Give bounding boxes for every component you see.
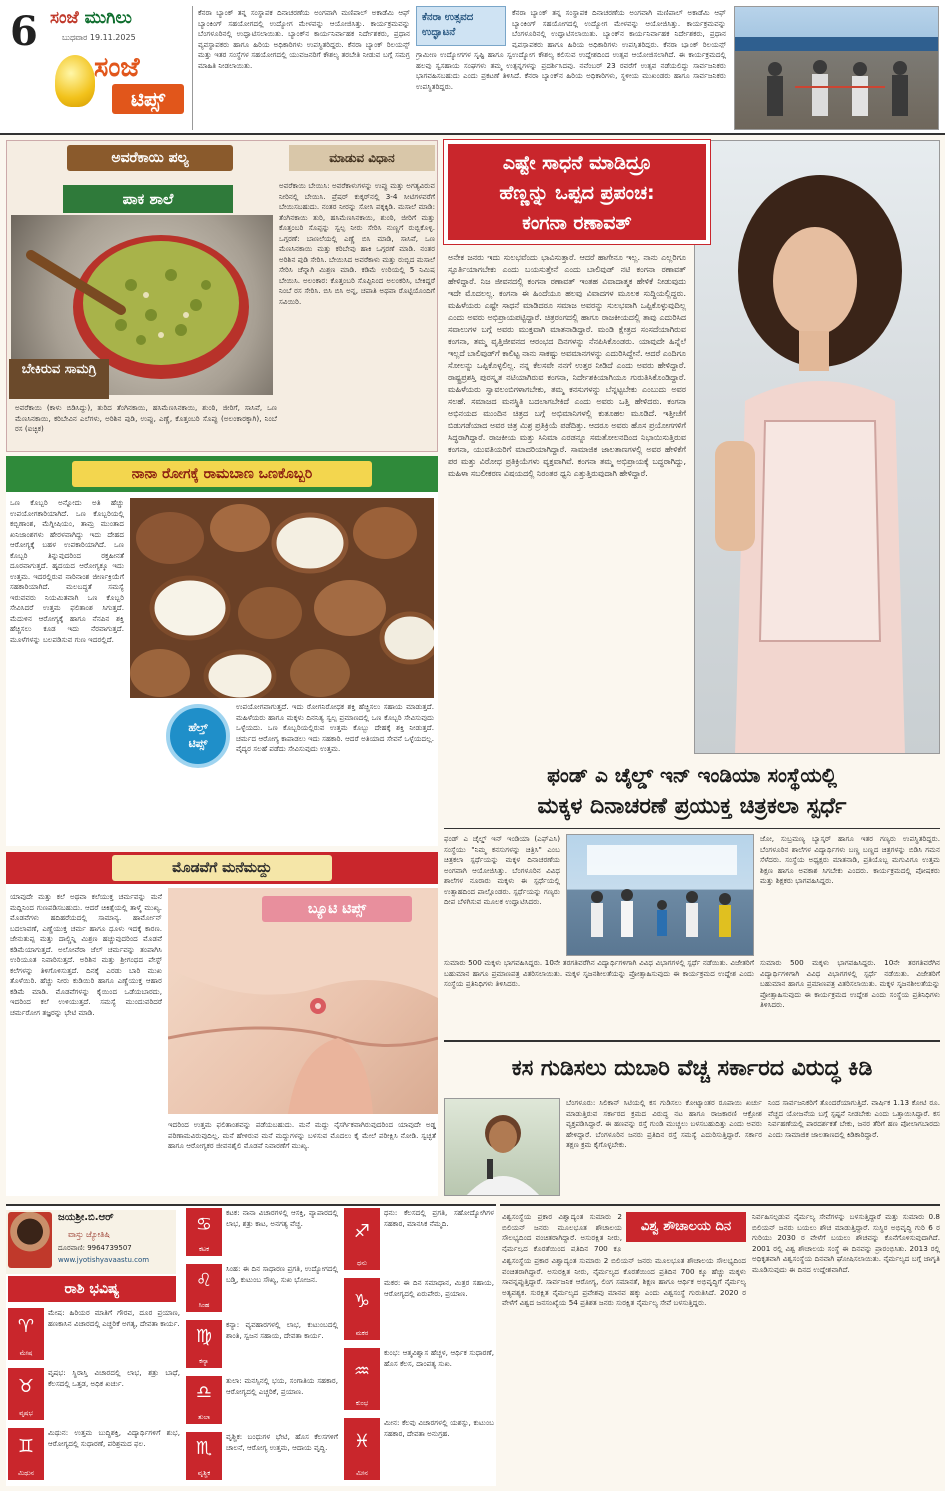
pothole-body-right: ನಿಂದ ಸಾರ್ವಜನಿಕರಿಗೆ ತೊಂದರೆಯಾಗುತ್ತಿದೆ. ವಾರ್ಷಿಕ 1.13 ಕೋಟಿ ರೂ. ವೆಚ್ಚದ ಯೋಜನೆಯ ಬಗ್ಗೆ ಸ್ಪಷ್ಟನೆ ನೀಡಬೇಕು ಎಂದು ಒತ್ತಾಯಿಸಿದ್ದಾರೆ. ಕಸ ನಿರ್ವಹಣೆಯಲ್ಲಿ ಪಾರದರ್ಶಕತೆ ಬೇಕು, ಜನರ ತೆರಿಗೆ ಹಣ ಪೋಲಾಗಬಾರದು ಎಂದು ಸಾಮಾಜಿಕ ಜಾಲತಾಣದಲ್ಲಿ ಕಿಡಿಕಾರಿದ್ದಾರೆ. bbox=[768, 1098, 940, 1139]
zodiac-text: ಕಟಕ: ನಾನಾ ವಿಚಾರಗಳಲ್ಲಿ ಆಸಕ್ತಿ, ವ್ಯಾಪಾರದಲ್ಲಿ ಲಾಭ, ಶತ್ರು ಕಾಟ, ಅನಗತ್ಯ ವೆಚ್ಚ. bbox=[226, 1208, 338, 1228]
astrologer-phone: ದೂರವಾಣಿ: 9964739507 bbox=[58, 1244, 132, 1252]
astrologer-website: www.jyotishyavaastu.com bbox=[58, 1256, 150, 1264]
zodiac-9-icon: ♐ ಧನು bbox=[344, 1208, 380, 1270]
recipe-title: ಅವರೆಕಾಯಿ ಪಲ್ಯ bbox=[67, 145, 233, 171]
method-heading: ಮಾಡುವ ವಿಧಾನ bbox=[289, 145, 435, 171]
zodiac-text: ಮೀನ: ಕೆಲವು ವಿಚಾರಗಳಲ್ಲಿ ಯಶಸ್ಸು, ಕುಟುಂಬ ಸಹಕಾರ, ದೇವತಾ ಅನುಗ್ರಹ. bbox=[384, 1418, 494, 1438]
zodiac-3-icon: ♊ ಮಿಥುನ bbox=[8, 1428, 44, 1480]
zodiac-name: ಕನ್ಯಾ bbox=[199, 1357, 209, 1365]
dateline: ಬುಧವಾರ 19.11.2025 bbox=[62, 33, 136, 42]
ingredients-text: ಅವರೆಕಾಯಿ (ಕಾಳು ಬಿಡಿಸಿದ್ದು), ತುರಿದ ತೆಂಗಿನಕಾಯಿ, ಹಸಿಮೆಣಸಿನಕಾಯಿ, ಶುಂಠಿ, ಜೀರಿಗೆ, ಸಾಸಿವೆ, ಒಣ ಮೆಣಸಿನಕಾಯಿ, ಕರಿಬೇವಿನ ಎಲೆಗಳು, ಅರಿಶಿನ ಪುಡಿ, ಉಪ್ಪು, ಎಣ್ಣೆ, ಕೊತ್ತಂಬರಿ ಸೊಪ್ಪು (ಅಲಂಕಾರಕ್ಕಾಗಿ), ನಿಂಬೆ ರಸ (ಐಚ್ಛಿಕ) bbox=[15, 403, 277, 433]
astrologer-avatar bbox=[8, 1212, 52, 1268]
toilet-day-body-right: ನಿರ್ವಹಿಸಲ್ಪಡುವ ನೈರ್ಮಲ್ಯ ಸೇವೆಗಳನ್ನು ಬಳಸುತ್ತಿದ್ದಾರೆ ಮತ್ತು ಸುಮಾರು 0.8 ಬಿಲಿಯನ್ ಜನರು ಬಯಲು ಶೌಚ ಮಾಡುತ್ತಿದ್ದಾರೆ. ಸುಸ್ಥಿರ ಅಭಿವೃದ್ಧಿ ಗುರಿ 6 ರ ಗುರಿಯು 2030 ರ ವೇಳೆಗೆ ಬಯಲು ಶೌಚವನ್ನು ಕೊನೆಗೊಳಿಸುವುದಾಗಿದೆ. 2001 ರಲ್ಲಿ ವಿಶ್ವ ಶೌಚಾಲಯ ಸಂಸ್ಥೆ ಈ ದಿನವನ್ನು ಪ್ರಾರಂಭಿಸಿತು. 2013 ರಲ್ಲಿ ಅಧಿಕೃತವಾಗಿ ವಿಶ್ವಸಂಸ್ಥೆಯ ದಿನವಾಗಿ ಘೋಷಿಸಲಾಯಿತು. ನೈರ್ಮಲ್ಯದ ಬಗ್ಗೆ ಜಾಗೃತಿ ಮೂಡಿಸುವುದು ಈ ದಿನದ ಉದ್ದೇಶವಾಗಿದೆ. bbox=[752, 1212, 940, 1274]
zodiac-7-icon: ♎ ತುಲಾ bbox=[186, 1376, 222, 1424]
pothole-headline: ಕಸ ಗುಡಿಸಲು ದುಬಾರಿ ವೆಚ್ಚ ಸರ್ಕಾರದ ವಿರುದ್ಧ ಕಿಡಿ bbox=[511, 1056, 873, 1081]
toilet-day-intro: ವಿಶ್ವಸಂಸ್ಥೆಯ ಪ್ರಕಾರ ವಿಶ್ವಾದ್ಯಂತ ಸುಮಾರು 2 ಬಿಲಿಯನ್ ಜನರು ಮೂಲಭೂತ ಶೌಚಾಲಯ ಸೌಲಭ್ಯದಿಂದ ವಂಚಿತರಾಗಿದ್ದಾರೆ. ಅಸುರಕ್ಷಿತ ನೀರು, ನೈರ್ಮಲ್ಯದ ಕೊರತೆಯಿಂದ ಪ್ರತಿದಿನ 700 ಕ್ಕೂ bbox=[502, 1212, 622, 1252]
zodiac-name: ಕಟಕ bbox=[198, 1245, 210, 1253]
zodiac-entry bbox=[6, 1426, 182, 1484]
kangana-portrait-icon bbox=[695, 141, 940, 754]
zodiac-8-icon: ♏ ವೃಶ್ಚಿಕ bbox=[186, 1432, 222, 1480]
astrologer-title: ವಾಸ್ತು ಜ್ಯೋತಿಷಿ bbox=[68, 1230, 110, 1239]
zodiac-text: ವೃಶ್ಚಿಕ: ಬಂಧುಗಳ ಭೇಟಿ, ಹೊಸ ಕೆಲಸಗಳಿಗೆ ಚಾಲನೆ, ಆರೋಗ್ಯ ಉತ್ತಮ, ಆದಾಯ ವೃದ್ಧಿ. bbox=[226, 1432, 338, 1452]
canara-heading-box bbox=[416, 6, 506, 46]
zodiac-text: ಧನು: ಕೆಲಸದಲ್ಲಿ ಪ್ರಗತಿ, ಸಹೋದ್ಯೋಗಿಗಳ ಸಹಕಾರ, ಮಾನಸಿಕ ನೆಮ್ಮದಿ. bbox=[384, 1208, 494, 1228]
horoscope-section bbox=[6, 1204, 496, 1486]
divider bbox=[444, 1040, 940, 1042]
coconut-body-left: ಒಣ ಕೊಬ್ಬರಿ ಅನ್ನೋದು ಅತಿ ಹೆಚ್ಚು ಉಪಯೋಗಕಾರಿಯಾಗಿದೆ. ಒಣ ಕೊಬ್ಬರಿಯಲ್ಲಿ ಕಬ್ಬಿಣಾಂಶ, ಮೆಗ್ನೀಷಿಯಂ, ತಾಮ್ರ ಮುಂತಾದ ಖನಿಜಾಂಶಗಳು ಹೇರಳವಾಗಿದ್ದು ಇದು ದೇಹದ ಆರೋಗ್ಯಕ್ಕೆ ಬಹಳ ಉಪಕಾರಿಯಾಗಿದೆ. ಒಣ ಕೊಬ್ಬರಿ ತಿನ್ನುವುದರಿಂದ ರಕ್ತಹೀನತೆ ದೂರವಾಗುತ್ತದೆ. ಹೃದಯದ ಆರೋಗ್ಯಕ್ಕೂ ಇದು ಉತ್ತಮ. ಇದರಲ್ಲಿರುವ ನಾರಿನಾಂಶ ಜೀರ್ಣಕ್ರಿಯೆಗೆ ಸಹಕಾರಿಯಾಗಿದೆ. ಮಲಬದ್ಧತೆ ಸಮಸ್ಯೆ ಇರುವವರು ನಿಯಮಿತವಾಗಿ ಒಣ ಕೊಬ್ಬರಿ ಸೇವಿಸಿದರೆ ಉತ್ತಮ ಫಲಿತಾಂಶ ಸಿಗುತ್ತದೆ. ಮೆದುಳಿನ ಆರೋಗ್ಯಕ್ಕೆ ಹಾಗೂ ನೆನಪಿನ ಶಕ್ತಿ ಹೆಚ್ಚಿಸಲು ಕೂಡ ಇದು ನೆರವಾಗುತ್ತದೆ. ಮೂಳೆಗಳನ್ನು ಬಲಪಡಿಸುವ ಗುಣ ಇದರಲ್ಲಿದೆ. bbox=[10, 498, 124, 644]
tips-logo-line2: ಟಿಪ್ಸ್ bbox=[112, 84, 184, 114]
zodiac-1-icon: ♈ ಮೇಷ bbox=[8, 1308, 44, 1360]
zodiac-10-icon: ♑ ಮಕರ bbox=[344, 1278, 380, 1340]
child-fund-headline-line1: ಫಂಡ್ ಎ ಚೈಲ್ಡ್ ಇನ್ ಇಂಡಿಯಾ ಸಂಸ್ಥೆಯಲ್ಲಿ bbox=[547, 763, 837, 787]
child-fund-headline-line2: ಮಕ್ಕಳ ದಿನಾಚರಣೆ ಪ್ರಯುಕ್ತ ಚಿತ್ರಕಲಾ ಸ್ಪರ್ಧೆ bbox=[537, 794, 847, 819]
zodiac-name: ವೃಶ್ಚಿಕ bbox=[197, 1469, 211, 1477]
method-text: ಅವರೆಕಾಯಿ ಬೇಯಿಸಿ: ಅವರೆಕಾಳುಗಳನ್ನು ಉಪ್ಪು ಮತ್ತು ಅಗತ್ಯವಿರುವ ನೀರಿನಲ್ಲಿ ಬೇಯಿಸಿ. ಪ್ರೆಷರ್ ಕುಕ್ಕರ್‌ನಲ್ಲಿ 3-4 ಸೀಟಿಗಳವರೆಗೆ ಬೇಯಿಸಬಹುದು. ನಂತರ ನೀರನ್ನು ಸೋಸಿ ಪಕ್ಕಕ್ಕಿಡಿ. ಮಸಾಲೆ ಮಾಡಿ: ತೆಂಗಿನಕಾಯಿ ತುರಿ, ಹಸಿಮೆಣಸಿನಕಾಯಿ, ಶುಂಠಿ, ಜೀರಿಗೆ ಮತ್ತು ಕೊತ್ತಂಬರಿ ಸೊಪ್ಪನ್ನು ಸ್ವಲ್ಪ ನೀರು ಸೇರಿಸಿ ನುಣ್ಣಗೆ ರುಬ್ಬಿಕೊಳ್ಳಿ. ಒಗ್ಗರಣೆ: ಬಾಣಲೆಯಲ್ಲಿ ಎಣ್ಣೆ ಬಿಸಿ ಮಾಡಿ, ಸಾಸಿವೆ, ಒಣ ಮೆಣಸಿನಕಾಯಿ ಮತ್ತು ಕರಿಬೇವು ಹಾಕಿ ಒಗ್ಗರಣೆ ಮಾಡಿ. ನಂತರ ಅರಿಶಿನ ಪುಡಿ ಸೇರಿಸಿ. ಬೇಯಿಸಿದ ಅವರೆಕಾಳು ಮತ್ತು ರುಬ್ಬಿದ ಮಸಾಲೆ ಸೇರಿಸಿ ಚೆನ್ನಾಗಿ ಮಿಶ್ರಣ ಮಾಡಿ. ಕಡಿಮೆ ಉರಿಯಲ್ಲಿ 5 ನಿಮಿಷ ಬೇಯಿಸಿ. ಅಲಂಕಾರ: ಕೊತ್ತಂಬರಿ ಸೊಪ್ಪಿನಿಂದ ಅಲಂಕರಿಸಿ, ಬೇಕಿದ್ದರೆ ನಿಂಬೆ ರಸ ಸೇರಿಸಿ. ಬಿಸಿ ಬಿಸಿ ಅನ್ನ, ಚಪಾತಿ ಅಥವಾ ರೊಟ್ಟಿಯೊಂದಿಗೆ ಸವಿಯಿರಿ. bbox=[279, 181, 435, 306]
astrologer-card bbox=[6, 1210, 176, 1274]
coconut-body-right: ಉಪಯೋಗವಾಗುತ್ತದೆ. ಇದು ರೋಗನಿರೋಧಕ ಶಕ್ತಿ ಹೆಚ್ಚಿಸಲು ಸಹಾಯ ಮಾಡುತ್ತದೆ. ಮಹಿಳೆಯರು ಹಾಗೂ ಮಕ್ಕಳು ದಿನನಿತ್ಯ ಸ್ವಲ್ಪ ಪ್ರಮಾಣದಲ್ಲಿ ಒಣ ಕೊಬ್ಬರಿ ಸೇವಿಸುವುದು ಒಳ್ಳೆಯದು. ಒಣ ಕೊಬ್ಬರಿಯಲ್ಲಿರುವ ಉತ್ತಮ ಕೊಬ್ಬು ದೇಹಕ್ಕೆ ಶಕ್ತಿ ನೀಡುತ್ತದೆ. ಚರ್ಮದ ಆರೋಗ್ಯ ಕಾಪಾಡಲು ಇದು ಸಹಕಾರಿ. ಆದರೆ ಅತಿಯಾದ ಸೇವನೆ ಒಳ್ಳೆಯದಲ್ಲ. ವೈದ್ಯರ ಸಲಹೆ ಪಡೆದು ಸೇವಿಸುವುದು ಉತ್ತಮ. bbox=[236, 702, 434, 753]
kangana-photo bbox=[694, 140, 940, 754]
kangana-headline-line3: ಕಂಗನಾ ರಣಾವತ್ bbox=[522, 212, 632, 234]
page-number: 6 bbox=[10, 8, 38, 55]
zodiac-text: ಕನ್ಯಾ: ವ್ಯವಹಾರಗಳಲ್ಲಿ ಲಾಭ, ಕುಟುಂಬದಲ್ಲಿ ಶಾಂತಿ, ಸ್ವಜನ ಸಹಾಯ, ದೇವತಾ ಕಾರ್ಯ. bbox=[226, 1320, 338, 1340]
zodiac-entry bbox=[184, 1374, 340, 1428]
masthead bbox=[0, 0, 945, 135]
health-badge-line2: ಟಿಪ್ಸ್ bbox=[188, 737, 208, 750]
beauty-tips-label: ಬ್ಯೂಟಿ ಟಿಪ್ಸ್ bbox=[262, 896, 412, 922]
health-badge-line1: ಹೆಲ್ತ್ bbox=[188, 721, 208, 734]
zodiac-text: ಕುಂಭ: ಆತ್ಮವಿಶ್ವಾಸ ಹೆಚ್ಚಳ, ಆರ್ಥಿಕ ಸುಧಾರಣೆ, ಹೊಸ ಕೆಲಸ, ದಾಂಪತ್ಯ ಸುಖ. bbox=[384, 1348, 494, 1368]
pimple-header-bar bbox=[6, 852, 438, 884]
pothole-section bbox=[444, 1040, 940, 1200]
kangana-headline-line2: ಹೆಣ್ಣನ್ನು ಒಪ್ಪದ ಪ್ರಪಂಚ: bbox=[499, 182, 655, 204]
brand-name bbox=[50, 8, 132, 28]
kangana-headline-line1: ಎಷ್ಟೇ ಸಾಧನೆ ಮಾಡಿದ್ರೂ bbox=[502, 152, 652, 174]
zodiac-name: ವೃಷಭ bbox=[19, 1409, 33, 1417]
child-fund-section bbox=[444, 760, 940, 1032]
tips-logo-line1: ಸಂಜೆ bbox=[94, 52, 140, 83]
health-tips-badge bbox=[166, 704, 230, 768]
canara-event-photo bbox=[734, 6, 939, 130]
lightbulb-icon bbox=[55, 55, 95, 107]
zodiac-entry bbox=[6, 1306, 182, 1364]
kangana-headline-box bbox=[444, 140, 710, 244]
zodiac-entry bbox=[342, 1276, 496, 1344]
zodiac-text: ಸಿಂಹ: ಈ ದಿನ ಸಾಧಾರಣ ಪ್ರಗತಿ, ಉದ್ಯೋಗದಲ್ಲಿ ಬಡ್ತಿ, ಕುಟುಂಬ ಸೌಖ್ಯ, ಸುಖ ಭೋಜನ. bbox=[226, 1264, 338, 1284]
zodiac-name: ಮೀನ bbox=[356, 1469, 368, 1477]
toilet-day-section bbox=[500, 1204, 940, 1486]
zodiac-name: ಸಿಂಹ bbox=[198, 1301, 210, 1309]
pimple-section bbox=[6, 852, 438, 1196]
zodiac-name: ಮಕರ bbox=[355, 1329, 369, 1337]
divider bbox=[444, 828, 940, 829]
coconut-photo bbox=[130, 498, 434, 698]
pimple-body-left: ಯಾವುದೇ ಮತ್ತು ಕಲೆ ಅಥವಾ ಕಲೆಯುಕ್ತ ಚರ್ಮವನ್ನು ಮನೆ ಮದ್ದಿನಿಂದ ಗುಣಪಡಿಸಬಹುದು. ಆದರೆ ಚಿಕಿತ್ಸೆಯಲ್ಲಿ ತಾಳ್ಮೆ ಮುಖ್ಯ. ಮೊಡವೆಗಳು ಹದಿಹರೆಯದಲ್ಲಿ ಸಾಮಾನ್ಯ. ಹಾರ್ಮೋನ್ ಬದಲಾವಣೆ, ಎಣ್ಣೆಯುಕ್ತ ಚರ್ಮ ಹಾಗೂ ಧೂಳು ಇದಕ್ಕೆ ಕಾರಣ. ಜೇನುತುಪ್ಪ ಮತ್ತು ದಾಲ್ಚಿನ್ನಿ ಮಿಶ್ರಣ ಹಚ್ಚುವುದರಿಂದ ಮೊಡವೆ ಕಡಿಮೆಯಾಗುತ್ತದೆ. ಅಲೋವೆರಾ ಜೆಲ್ ಚರ್ಮವನ್ನು ತಂಪಾಗಿಸಿ ಉರಿಯೂತ ನಿವಾರಿಸುತ್ತದೆ. ಅರಿಶಿನ ಮತ್ತು ಶ್ರೀಗಂಧದ ಪೇಸ್ಟ್ ಕಲೆಗಳನ್ನು ತಿಳಿಗೊಳಿಸುತ್ತದೆ. ದಿನಕ್ಕೆ ಎರಡು ಬಾರಿ ಮುಖ ತೊಳೆಯಿರಿ. ಹೆಚ್ಚು ನೀರು ಕುಡಿಯಿರಿ ಹಾಗೂ ಎಣ್ಣೆಯುಕ್ತ ಆಹಾರ ಕಡಿಮೆ ಮಾಡಿ. ಮೊಡವೆಗಳನ್ನು ಕೈಯಿಂದ ಒಡೆಯಬಾರದು, ಇದರಿಂದ ಕಲೆ ಉಳಿಯುತ್ತದೆ. ಸಮಸ್ಯೆ ಮುಂದುವರಿದರೆ ಚರ್ಮರೋಗ ತಜ್ಞರನ್ನು ಭೇಟಿ ಮಾಡಿ. bbox=[10, 892, 162, 1017]
child-fund-body-mid: ಸುಮಾರು 500 ಮಕ್ಕಳು ಭಾಗವಹಿಸಿದ್ದರು. 10ನೇ ತರಗತಿವರೆಗಿನ ವಿದ್ಯಾರ್ಥಿಗಳಿಗಾಗಿ ವಿವಿಧ ವಿಭಾಗಗಳಲ್ಲಿ ಸ್ಪರ್ಧೆ ನಡೆಯಿತು. ವಿಜೇತರಿಗೆ ಬಹುಮಾನ ಹಾಗೂ ಪ್ರಮಾಣಪತ್ರ ವಿತರಿಸಲಾಯಿತು. ಮಕ್ಕಳ ಸೃಜನಶೀಲತೆಯನ್ನು ಪ್ರೋತ್ಸಾಹಿಸುವುದು ಈ ಕಾರ್ಯಕ್ರಮದ ಉದ್ದೇಶ ಎಂದು ಸಂಸ್ಥೆಯ ಪ್ರತಿನಿಧಿಗಳು ತಿಳಿಸಿದರು. bbox=[444, 958, 754, 988]
zodiac-name: ಧನು bbox=[357, 1259, 367, 1267]
zodiac-column-1 bbox=[6, 1306, 182, 1486]
zodiac-text: ಮಿಥುನ: ಉತ್ತಮ ಬುದ್ಧಿಶಕ್ತಿ, ವಿದ್ಯಾರ್ಥಿಗಳಿಗೆ ಶುಭ, ಆರೋಗ್ಯದಲ್ಲಿ ಸುಧಾರಣೆ, ಪರಿಶ್ರಮದ ಫಲ. bbox=[48, 1428, 180, 1448]
zodiac-entry bbox=[184, 1206, 340, 1260]
zodiac-text: ವೃಷಭ: ಸ್ಥಿರಾಸ್ತಿ ವಿಚಾರದಲ್ಲಿ ಲಾಭ, ಶತ್ರು ಬಾಧೆ, ಕೆಲಸದಲ್ಲಿ ಒತ್ತಡ, ಅಧಿಕ ಖರ್ಚು. bbox=[48, 1368, 180, 1388]
coconut-pieces-icon bbox=[130, 498, 434, 698]
zodiac-entry bbox=[184, 1318, 340, 1372]
kangana-body: ಅನೇಕ ಜನರು ಇದು ಸುಲಭವೆಂದು ಭಾವಿಸುತ್ತಾರೆ. ಆದರೆ ಹಾಗೇನೂ ಇಲ್ಲ. ನಾನು ಎಲ್ಲರಿಗೂ ಸ್ಫೂರ್ತಿಯಾಗಬೇಕು ಎಂದು ಬಯಸುತ್ತೇನೆ ಎಂದು ಬಾಲಿವುಡ್ ನಟಿ ಕಂಗನಾ ರಣಾವತ್ ಹೇಳಿದ್ದಾರೆ. ನಿಜ ಜೀವನದಲ್ಲಿ ಕಂಗನಾ ರಣಾವತ್ ಇಂತಹ ವಿವಾದಾತ್ಮಕ ಹೇಳಿಕೆ ನೀಡುವುದು ಇದೇ ಮೊದಲಲ್ಲ. ಕಂಗನಾ ಈ ಹಿಂದೆಯೂ ಹಲವು ವಿವಾದಗಳ ಮೂಲಕ ಸುದ್ದಿಯಲ್ಲಿದ್ದರು. ಮಹಿಳೆಯರು ಎಷ್ಟೇ ಸಾಧನೆ ಮಾಡಿದರೂ ಸಮಾಜ ಅವರನ್ನು ಸುಲಭವಾಗಿ ಒಪ್ಪಿಕೊಳ್ಳುವುದಿಲ್ಲ ಎಂದು ಅವರು ಅಭಿಪ್ರಾಯಪಟ್ಟಿದ್ದಾರೆ. ಚಿತ್ರರಂಗದಲ್ಲಿ ಹಾಗೂ ರಾಜಕೀಯದಲ್ಲಿ ತಾವು ಎದುರಿಸಿದ ಸವಾಲುಗಳ ಬಗ್ಗೆ ಅವರು ಮುಕ್ತವಾಗಿ ಮಾತನಾಡಿದ್ದಾರೆ. ಮಂಡಿ ಕ್ಷೇತ್ರದ ಸಂಸದೆಯಾಗಿರುವ ಕಂಗನಾ, ತಮ್ಮ ವೃತ್ತಿಜೀವನದ ಆರಂಭದ ದಿನಗಳನ್ನು ನೆನಪಿಸಿಕೊಂಡರು. ಯಾವುದೇ ಹಿನ್ನೆಲೆ ಇಲ್ಲದೆ ಬಾಲಿವುಡ್‌ಗೆ ಕಾಲಿಟ್ಟ ನಾನು ಸಾಕಷ್ಟು ಅವಮಾನಗಳನ್ನು ಎದುರಿಸಿದ್ದೇನೆ. ಆದರೆ ಎಂದಿಗೂ ಸೋಲನ್ನು ಒಪ್ಪಿಕೊಳ್ಳಲಿಲ್ಲ. ನನ್ನ ಕೆಲಸವೇ ನನಗೆ ಉತ್ತರ ನೀಡಿದೆ ಎಂದು ಅವರು ಹೇಳಿದ್ದಾರೆ. ರಾಷ್ಟ್ರಪ್ರಶಸ್ತಿ ಪುರಸ್ಕೃತ ನಟಿಯಾಗಿರುವ ಕಂಗನಾ, ನಿರ್ದೇಶಕಿಯಾಗಿಯೂ ಗುರುತಿಸಿಕೊಂಡಿದ್ದಾರೆ. ಮಹಿಳೆಯರು ಸ್ವಾವಲಂಬಿಗಳಾಗಬೇಕು, ತಮ್ಮ ಕನಸುಗಳನ್ನು ಬೆನ್ನಟ್ಟಬೇಕು ಎಂಬುದು ಅವರ ಸಲಹೆ. ಸಮಾಜದ ಮನಸ್ಥಿತಿ ಬದಲಾಗಬೇಕಿದೆ ಎಂದು ಅವರು ಒತ್ತಿ ಹೇಳಿದರು. ಕಂಗನಾ ಅಭಿನಯದ ಮುಂದಿನ ಚಿತ್ರದ ಬಗ್ಗೆ ಅಭಿಮಾನಿಗಳಲ್ಲಿ ಕುತೂಹಲ ಮೂಡಿದೆ. ಇತ್ತೀಚೆಗೆ ಬಿಡುಗಡೆಯಾದ ಅವರ ಚಿತ್ರ ಮಿಶ್ರ ಪ್ರತಿಕ್ರಿಯೆ ಪಡೆದಿತ್ತು. ಆದರೂ ಅವರು ಹೊಸ ಪ್ರಯೋಗಗಳಿಗೆ ಸಿದ್ಧರಾಗಿದ್ದಾರೆ. ರಾಜಕೀಯ ಮತ್ತು ಸಿನಿಮಾ ಎರಡನ್ನೂ ಸಮತೋಲನದಿಂದ ನಿಭಾಯಿಸುತ್ತಿರುವ ಕಂಗನಾ, ಯುವತಿಯರಿಗೆ ಮಾದರಿಯಾಗಿದ್ದಾರೆ. ಸಾಮಾಜಿಕ ಜಾಲತಾಣಗಳಲ್ಲಿ ಅವರ ಹೇಳಿಕೆಗೆ ಪರ ಮತ್ತು ವಿರೋಧ ಪ್ರತಿಕ್ರಿಯೆಗಳು ವ್ಯಕ್ತವಾಗಿವೆ. ಕಂಗನಾ ತಮ್ಮ ಅಭಿಪ್ರಾಯಕ್ಕೆ ಬದ್ಧರಾಗಿದ್ದು, ಮಹಿಳಾ ಸಬಲೀಕರಣ ವಿಷಯದಲ್ಲಿ ನಿರಂತರ ಧ್ವನಿ ಎತ್ತುತ್ತಿರುವುದಾಗಿ ಹೇಳಿದ್ದಾರೆ. bbox=[448, 253, 686, 478]
pimple-body-right: ಇದರಿಂದ ಉತ್ತಮ ಫಲಿತಾಂಶವನ್ನು ಪಡೆಯಬಹುದು. ಮನೆ ಮದ್ದು ನೈಸರ್ಗಿಕವಾಗಿರುವುದರಿಂದ ಯಾವುದೇ ಅಡ್ಡ ಪರಿಣಾಮವಿರುವುದಿಲ್ಲ. ಮನೆ ಹೇಳಿರುವ ಮನೆ ಮದ್ದುಗಳನ್ನು ಬಳಸುವ ಮೊದಲು ಕೈ ಮೇಲೆ ಪರೀಕ್ಷಿಸಿ ನೋಡಿ. ಸ್ವಚ್ಛತೆ ಹಾಗೂ ಆರೋಗ್ಯಕರ ಜೀವನಶೈಲಿ ಮೊಡವೆ ನಿವಾರಣೆಗೆ ಮುಖ್ಯ. bbox=[168, 1120, 436, 1150]
canara-body-right-lower: ಗ್ರಾಮೀಣ ಉದ್ಯೋಗಗಳ ಸೃಷ್ಟಿ ಹಾಗೂ ಸ್ವಉದ್ಯೋಗ ಕೌಶಲ್ಯ ಕಲಿಸುವ ಉದ್ದೇಶದಿಂದ ಉತ್ಸವ ಆಯೋಜಿಸಲಾಗಿದೆ. ಈ ಕಾರ್ಯಕ್ರಮದಲ್ಲಿ ಹಲವು ಸ್ವಸಹಾಯ ಸಂಘಗಳು ತಮ್ಮ ಉತ್ಪನ್ನಗಳನ್ನು ಪ್ರದರ್ಶಿಸಿದವು. ನವೆಂಬರ್ 23 ರವರೆಗೆ ಉತ್ಸವ ನಡೆಯಲಿದ್ದು ಸಾರ್ವಜನಿಕರು ಭಾಗವಹಿಸಬಹುದು ಎಂದು ಪ್ರಕಟಣೆ ತಿಳಿಸಿದೆ. ಕೆನರಾ ಬ್ಯಾಂಕ್‌ನ ಹಿರಿಯ ಅಧಿಕಾರಿಗಳು, ಸ್ಥಳೀಯ ಮುಖಂಡರು ಹಾಗೂ ಸಾರ್ವಜನಿಕರು ಉಪಸ್ಥಿತರಿದ್ದರು. bbox=[416, 50, 726, 91]
zodiac-column-3 bbox=[342, 1206, 496, 1488]
zodiac-12-icon: ♓ ಮೀನ bbox=[344, 1418, 380, 1480]
zodiac-name: ಮೇಷ bbox=[19, 1349, 33, 1357]
zodiac-11-icon: ♒ ಕುಂಭ bbox=[344, 1348, 380, 1410]
toilet-day-body-left: ವಿಶ್ವಸಂಸ್ಥೆಯ ಪ್ರಕಾರ ವಿಶ್ವಾದ್ಯಂತ ಸುಮಾರು 2 ಬಿಲಿಯನ್ ಜನರು ಮೂಲಭೂತ ಶೌಚಾಲಯ ಸೌಲಭ್ಯದಿಂದ ವಂಚಿತರಾಗಿದ್ದಾರೆ. ಅಸುರಕ್ಷಿತ ನೀರು, ನೈರ್ಮಲ್ಯದ ಕೊರತೆಯಿಂದ ಪ್ರತಿದಿನ 700 ಕ್ಕೂ ಹೆಚ್ಚು ಮಕ್ಕಳು ಸಾವನ್ನಪ್ಪುತ್ತಿದ್ದಾರೆ. ಸಾರ್ವಜನಿಕ ಆರೋಗ್ಯ, ಲಿಂಗ ಸಮಾನತೆ, ಶಿಕ್ಷಣ ಹಾಗೂ ಆರ್ಥಿಕ ಅಭಿವೃದ್ಧಿಗೆ ನೈರ್ಮಲ್ಯ ಅತ್ಯವಶ್ಯಕ. ಸುರಕ್ಷಿತ ನೈರ್ಮಲ್ಯದ ಪ್ರವೇಶವು ಮಾನವ ಹಕ್ಕು ಎಂದು ವಿಶ್ವಸಂಸ್ಥೆ ಗುರುತಿಸಿದೆ. 2020 ರ ವೇಳೆಗೆ ವಿಶ್ವದ ಜನಸಂಖ್ಯೆಯ 54 ಪ್ರತಿಶತ ಜನರು ಸುರಕ್ಷಿತ ನೈರ್ಮಲ್ಯ ಸೇವೆ ಬಳಸುತ್ತಿದ್ದರು. bbox=[502, 1256, 746, 1307]
kangana-section bbox=[444, 140, 940, 754]
zodiac-4-icon: ♋ ಕಟಕ bbox=[186, 1208, 222, 1256]
canara-body-right-upper-text: ಕೆನರಾ ಬ್ಯಾಂಕ್ ತನ್ನ ಸಂಸ್ಥಾಪಕ ದಿನಾಚರಣೆಯ ಅಂಗವಾಗಿ ಮಣಿಪಾಲ್ ಅಕಾಡೆಮಿ ಆಫ್ ಬ್ಯಾಂಕಿಂಗ್ ಸಹಯೋಗದಲ್ಲಿ ಉದ್ಯೋಗ ಮೇಳವನ್ನು ಆಯೋಜಿಸಿತ್ತು. ಕಾರ್ಯಕ್ರಮವನ್ನು ಬೆಂಗಳೂರಿನಲ್ಲಿ ಉದ್ಘಾಟಿಸಲಾಯಿತು. ಬ್ಯಾಂಕ್‌ನ ಕಾರ್ಯನಿರ್ವಾಹಕ ನಿರ್ದೇಶಕರು, ಪ್ರಧಾನ ವ್ಯವಸ್ಥಾಪಕರು ಹಾಗೂ ಹಿರಿಯ ಅಧಿಕಾರಿಗಳು ಉಪಸ್ಥಿತರಿದ್ದರು. ಕೆನರಾ ಬ್ಯಾಂಕ್ ರಿಲಯನ್ಸ್ bbox=[512, 8, 726, 48]
pimple-headline: ಮೊಡವೆಗೆ ಮನೆಮದ್ದು bbox=[112, 855, 332, 881]
horoscope-title: ರಾಶಿ ಭವಿಷ್ಯ bbox=[8, 1276, 176, 1302]
zodiac-column-2 bbox=[184, 1206, 340, 1488]
canara-body-left: ಕೆನರಾ ಬ್ಯಾಂಕ್ ತನ್ನ ಸಂಸ್ಥಾಪಕ ದಿನಾಚರಣೆಯ ಅಂಗವಾಗಿ ಮಣಿಪಾಲ್ ಅಕಾಡೆಮಿ ಆಫ್ ಬ್ಯಾಂಕಿಂಗ್ ಸಹಯೋಗದಲ್ಲಿ ಉದ್ಯೋಗ ಮೇಳವನ್ನು ಆಯೋಜಿಸಿತ್ತು. ಕಾರ್ಯಕ್ರಮವನ್ನು ಬೆಂಗಳೂರಿನಲ್ಲಿ ಉದ್ಘಾಟಿಸಲಾಯಿತು. ಬ್ಯಾಂಕ್‌ನ ಕಾರ್ಯನಿರ್ವಾಹಕ ನಿರ್ದೇಶಕರು, ಪ್ರಧಾನ ವ್ಯವಸ್ಥಾಪಕರು ಹಾಗೂ ಹಿರಿಯ ಅಧಿಕಾರಿಗಳು ಉಪಸ್ಥಿತರಿದ್ದರು. ಕೆನರಾ ಬ್ಯಾಂಕ್ ರಿಲಯನ್ಸ್ ಮತ್ತು ಇತರ ಸಂಸ್ಥೆಗಳ ಸಹಯೋಗದಲ್ಲಿ ಯುವಜನರಿಗೆ ಕೌಶಲ್ಯ ತರಬೇತಿ ನೀಡುವ ಬಗ್ಗೆ ಸಮಗ್ರ ಮಾಹಿತಿ ನೀಡಲಾಯಿತು. bbox=[198, 8, 410, 70]
zodiac-text: ಮೇಷ: ಹಿರಿಯರ ಮಾತಿಗೆ ಗೌರವ, ದೂರ ಪ್ರಯಾಣ, ಹಣಕಾಸಿನ ವಿಚಾರದಲ್ಲಿ ಎಚ್ಚರಿಕೆ ಅಗತ್ಯ, ದೇವತಾ ಕಾರ್ಯ. bbox=[48, 1308, 180, 1328]
child-fund-body-right: ಜೋ, ಸುಬ್ರಮಣ್ಯ ಬ್ಯಾಸ್ಕರ್ ಹಾಗೂ ಇತರ ಗಣ್ಯರು ಉಪಸ್ಥಿತರಿದ್ದರು. ಬೆಂಗಳೂರಿನ ಶಾಲೆಗಳ ವಿದ್ಯಾರ್ಥಿಗಳು ಬಣ್ಣ ಬಣ್ಣದ ಚಿತ್ರಗಳನ್ನು ಬಿಡಿಸಿ ಗಮನ ಸೆಳೆದರು. ಸಂಸ್ಥೆಯ ಅಧ್ಯಕ್ಷರು ಮಾತನಾಡಿ, ಪ್ರತಿಯೊಬ್ಬ ಮಗುವಿಗೂ ಉತ್ತಮ ಶಿಕ್ಷಣ ಹಾಗೂ ಅವಕಾಶ ಸಿಗಬೇಕು ಎಂದರು. ಕಾರ್ಯಕ್ರಮದಲ್ಲಿ ಪೋಷಕರು ಮತ್ತು ಶಿಕ್ಷಕರು ಭಾಗವಹಿಸಿದ್ದರು. bbox=[760, 834, 940, 885]
canara-photo-people bbox=[735, 7, 939, 130]
brand-part1: ಸಂಜೆ bbox=[50, 8, 79, 28]
ingredients-heading: ಬೇಕಿರುವ ಸಾಮಗ್ರಿ bbox=[9, 359, 109, 399]
event-people-icon bbox=[567, 835, 754, 956]
zodiac-text: ತುಲಾ: ಮನಸ್ಸಿನಲ್ಲಿ ಭಯ, ಸಂಗಾತಿಯ ಸಹಕಾರ, ಆರೋಗ್ಯದಲ್ಲಿ ಎಚ್ಚರಿಕೆ, ಪ್ರಯಾಣ. bbox=[226, 1376, 338, 1396]
zodiac-name: ತುಲಾ bbox=[197, 1413, 211, 1421]
pothole-body-left: ಬೆಂಗಳೂರು: ಸಿಲಿಕಾನ್ ಸಿಟಿಯಲ್ಲಿ ಕಸ ಗುಡಿಸಲು ಕೋಟ್ಯಾಂತರ ರೂಪಾಯಿ ಖರ್ಚು ಮಾಡುತ್ತಿರುವ ಸರ್ಕಾರದ ಕ್ರಮದ ವಿರುದ್ಧ ನಟ ಹಾಗೂ ರಾಜಕಾರಣಿ ಆಕ್ರೋಶ ವ್ಯಕ್ತಪಡಿಸಿದ್ದಾರೆ. ಈ ಹಣವನ್ನು ರಸ್ತೆ ಗುಂಡಿ ಮುಚ್ಚಲು ಬಳಸಬಹುದಿತ್ತು ಎಂದು ಅವರು ಹೇಳಿದ್ದಾರೆ. ಬೆಂಗಳೂರಿನ ಜನರು ಪ್ರತಿದಿನ ರಸ್ತೆ ಸಮಸ್ಯೆ ಎದುರಿಸುತ್ತಿದ್ದಾರೆ. ಸರ್ಕಾರ ತಕ್ಷಣ ಕ್ರಮ ಕೈಗೊಳ್ಳಬೇಕು. bbox=[566, 1098, 762, 1149]
coconut-header-bar bbox=[6, 456, 438, 492]
zodiac-entry bbox=[342, 1416, 496, 1484]
zodiac-6-icon: ♍ ಕನ್ಯಾ bbox=[186, 1320, 222, 1368]
child-fund-body-left: ಫಂಡ್ ಎ ಚೈಲ್ಡ್ ಇನ್ ಇಂಡಿಯಾ (ಎಫ್‌ಎಸಿ) ಸಂಸ್ಥೆಯು "ನಿಮ್ಮ ಕನಸುಗಳನ್ನು ಚಿತ್ರಿಸಿ" ಎಂಬ ಚಿತ್ರಕಲಾ ಸ್ಪರ್ಧೆಯನ್ನು ಮಕ್ಕಳ ದಿನಾಚರಣೆಯ ಅಂಗವಾಗಿ ಆಯೋಜಿಸಿತ್ತು. ಬೆಂಗಳೂರಿನ ವಿವಿಧ ಶಾಲೆಗಳ ನೂರಾರು ಮಕ್ಕಳು ಈ ಸ್ಪರ್ಧೆಯಲ್ಲಿ ಉತ್ಸಾಹದಿಂದ ಪಾಲ್ಗೊಂಡರು. ಸ್ಪರ್ಧೆಯನ್ನು ಗಣ್ಯರು ದೀಪ ಬೆಳಗಿಸುವ ಮೂಲಕ ಉದ್ಘಾಟಿಸಿದರು. bbox=[444, 834, 560, 906]
zodiac-entry bbox=[342, 1206, 496, 1274]
astrologer-name: ಜಯಶ್ರೀ.ಬಿ.ಆರ್ bbox=[58, 1212, 114, 1223]
recipe-section bbox=[6, 140, 438, 452]
zodiac-entry bbox=[342, 1346, 496, 1414]
person-speaking-icon bbox=[445, 1099, 560, 1196]
canara-heading: ಕೆನರಾ ಉತ್ಸವದ ಉದ್ಘಾಟನೆ bbox=[422, 12, 474, 38]
zodiac-entry bbox=[184, 1430, 340, 1484]
canara-body-right-upper bbox=[512, 8, 726, 48]
zodiac-5-icon: ♌ ಸಿಂಹ bbox=[186, 1264, 222, 1312]
politician-photo bbox=[444, 1098, 560, 1196]
zodiac-name: ಕುಂಭ bbox=[355, 1399, 369, 1407]
coconut-headline: ನಾನಾ ರೋಗಕ್ಕೆ ರಾಮಬಾಣ ಒಣಕೊಬ್ಬರಿ bbox=[72, 461, 372, 487]
child-fund-event-photo bbox=[566, 834, 754, 956]
divider bbox=[192, 6, 193, 130]
cooking-section-label: ಪಾಕ ಶಾಲೆ bbox=[63, 185, 233, 213]
brand-part2: ಮುಗಿಲು bbox=[84, 8, 132, 28]
zodiac-text: ಮಕರ: ಈ ದಿನ ಸಮಾಧಾನ, ಮಿತ್ರರ ಸಹಾಯ, ಆರೋಗ್ಯದಲ್ಲಿ ಏರುಪೇರು, ಪ್ರಯಾಣ. bbox=[384, 1278, 494, 1298]
child-fund-body-right-cont: ಸುಮಾರು 500 ಮಕ್ಕಳು ಭಾಗವಹಿಸಿದ್ದರು. 10ನೇ ತರಗತಿವರೆಗಿನ ವಿದ್ಯಾರ್ಥಿಗಳಿಗಾಗಿ ವಿವಿಧ ವಿಭಾಗಗಳಲ್ಲಿ ಸ್ಪರ್ಧೆ ನಡೆಯಿತು. ವಿಜೇತರಿಗೆ ಬಹುಮಾನ ಹಾಗೂ ಪ್ರಮಾಣಪತ್ರ ವಿತರಿಸಲಾಯಿತು. ಮಕ್ಕಳ ಸೃಜನಶೀಲತೆಯನ್ನು ಪ್ರೋತ್ಸಾಹಿಸುವುದು ಈ ಕಾರ್ಯಕ್ರಮದ ಉದ್ದೇಶ ಎಂದು ಸಂಸ್ಥೆಯ ಪ್ರತಿನಿಧಿಗಳು ತಿಳಿಸಿದರು. bbox=[760, 958, 940, 1009]
toilet-day-heading: ವಿಶ್ವ ಶೌಚಾಲಯ ದಿನ bbox=[626, 1212, 746, 1242]
zodiac-2-icon: ♉ ವೃಷಭ bbox=[8, 1368, 44, 1420]
zodiac-entry bbox=[6, 1366, 182, 1424]
zodiac-entry bbox=[184, 1262, 340, 1316]
coconut-section bbox=[6, 456, 438, 846]
zodiac-name: ಮಿಥುನ bbox=[17, 1469, 35, 1477]
